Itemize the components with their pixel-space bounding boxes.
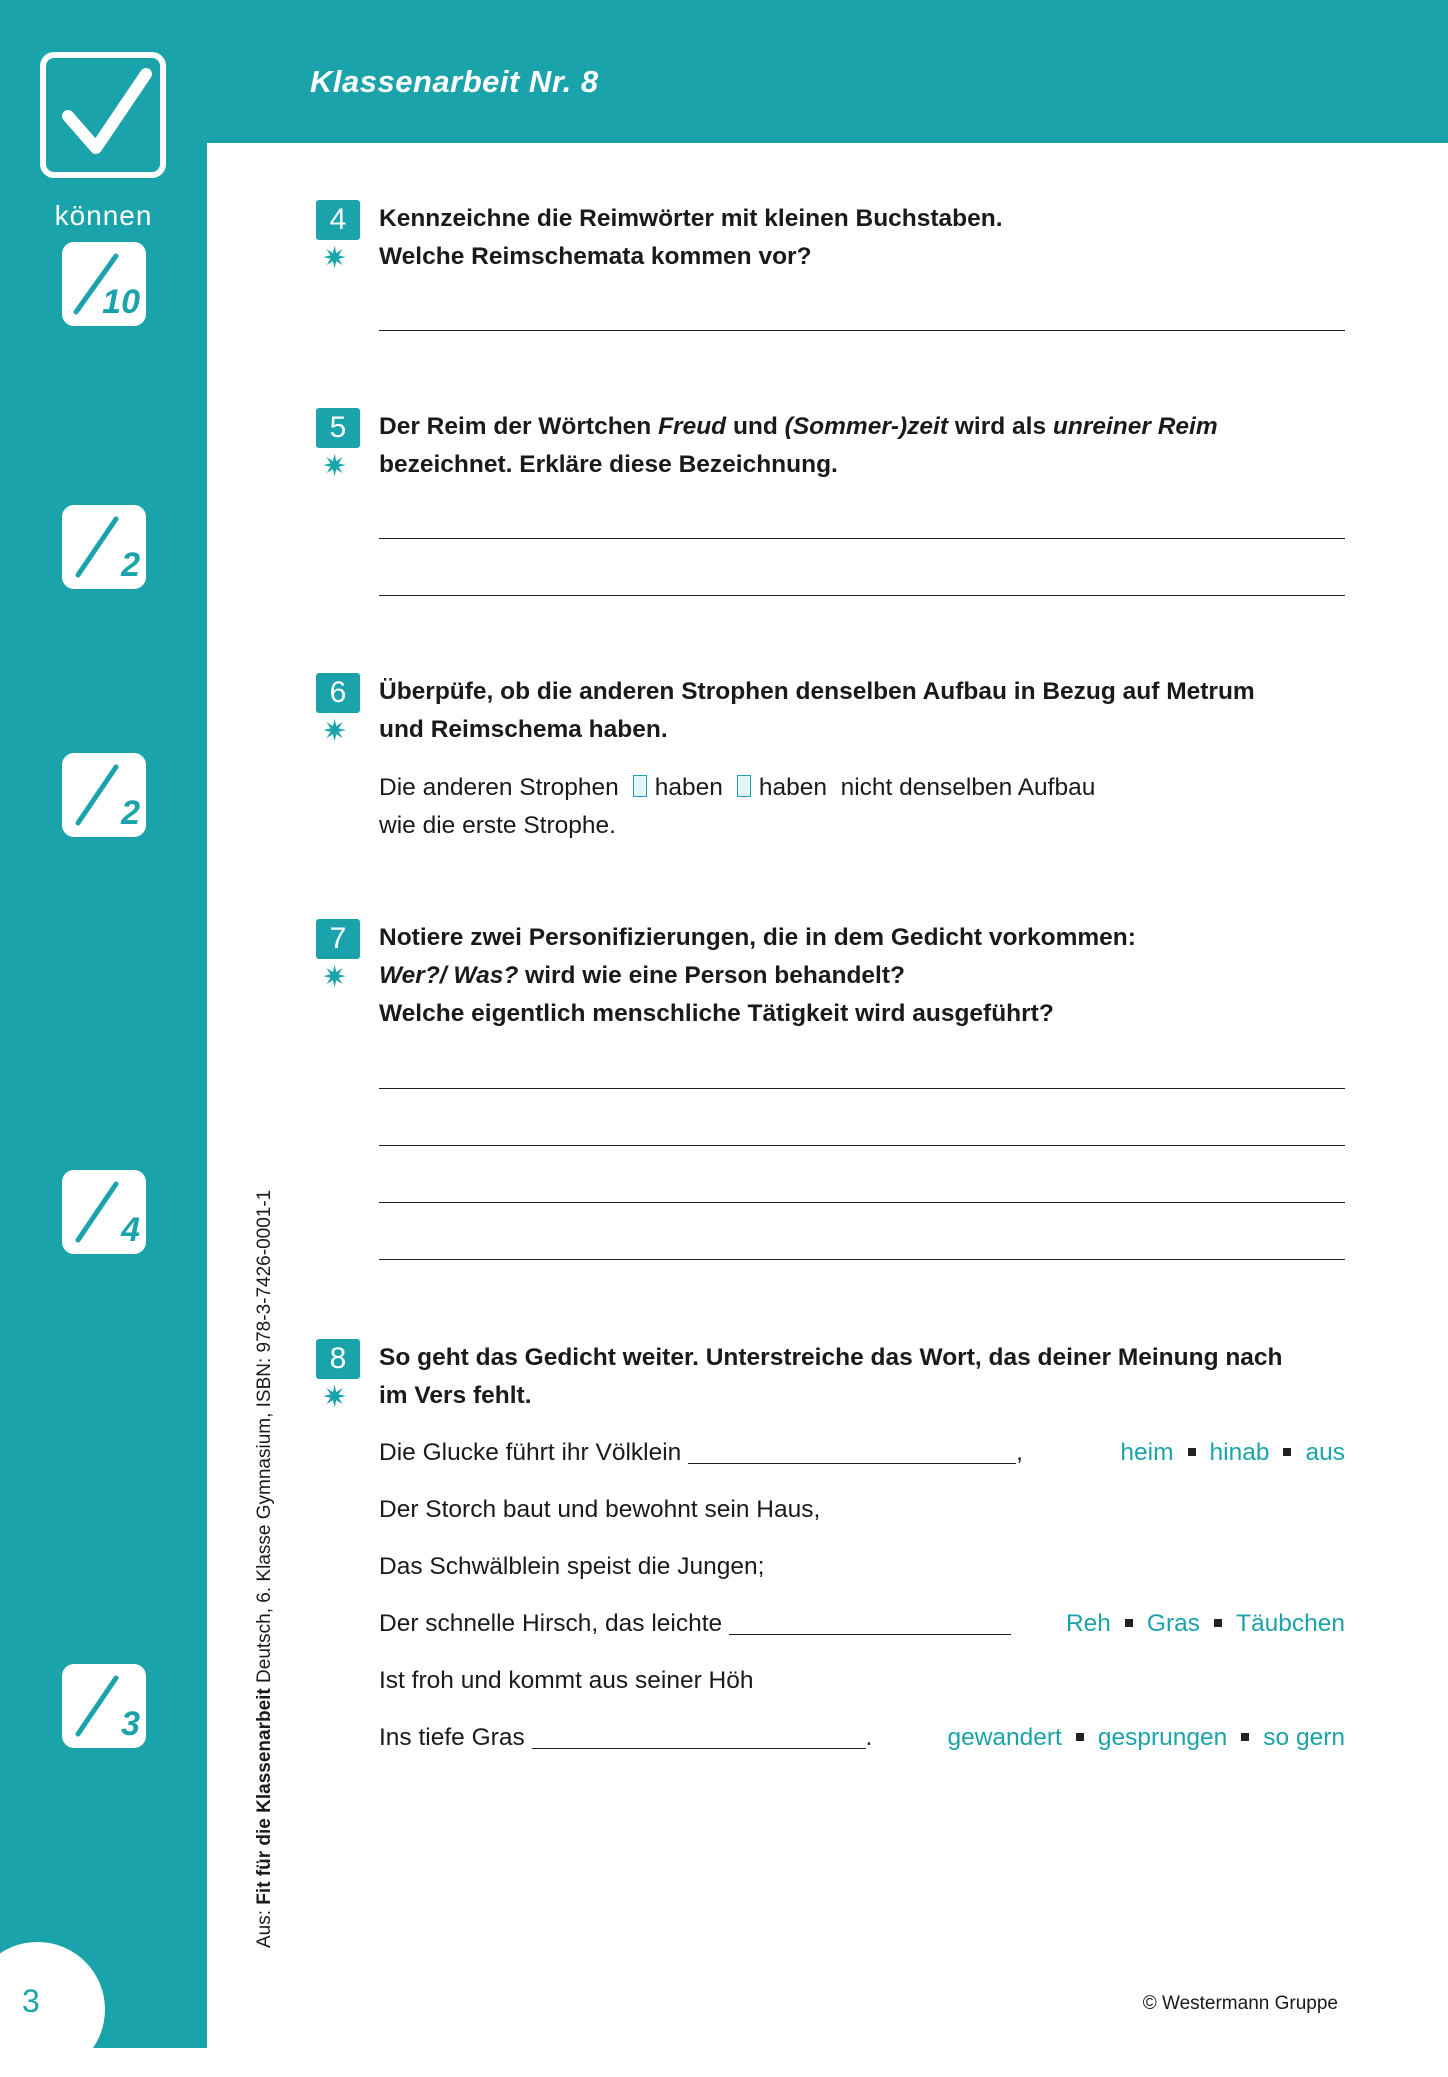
question-text: wird als [948, 413, 1053, 440]
answer-line[interactable] [379, 1145, 1345, 1146]
option-word[interactable]: Reh [1065, 1610, 1111, 1637]
score-points: 2 [121, 546, 140, 584]
option-word[interactable]: heim [1120, 1439, 1174, 1466]
score-box-3 [62, 1664, 146, 1748]
question-italic: unreiner Reim [1052, 413, 1218, 440]
verse-line: Der Storch baut und bewohnt sein Haus, [379, 1496, 821, 1523]
verse-punctuation: . [865, 1724, 873, 1751]
credit-title: Fit für die Klassenarbeit [254, 1688, 275, 1905]
question-line: bezeichnet. Erkläre diese Bezeichnung. [379, 451, 838, 478]
question-line: Welche Reimschemata kommen vor? [379, 243, 812, 270]
question-line: So geht das Gedicht weiter. Unterstreiche das Wort, das deiner Meinung nach [379, 1344, 1283, 1371]
option-word[interactable]: gewandert [947, 1724, 1062, 1751]
header-bar [0, 0, 1448, 143]
verse-text: Der schnelle Hirsch, das leichte [379, 1610, 723, 1637]
task-number: 8 [316, 1339, 360, 1379]
score-points: 4 [121, 1211, 140, 1249]
verse-text: Ins tiefe Gras [379, 1724, 525, 1751]
option-haben: haben [654, 774, 723, 801]
question-line: Welche eigentlich menschliche Tätigkeit wird ausgeführt? [379, 1000, 1054, 1027]
answer-line-1 [379, 769, 1095, 807]
question-line: und Reimschema haben. [379, 716, 668, 743]
credit-details: Deutsch, 6. Klasse Gymnasium, ISBN: 978-3-7426-0001-1 [254, 1189, 275, 1689]
answer-line[interactable] [379, 1202, 1345, 1203]
question-line: im Vers fehlt. [379, 1382, 532, 1409]
task-number: 7 [316, 919, 360, 959]
score-points: 10 [102, 283, 140, 321]
verse-line [379, 1434, 1023, 1472]
option-word[interactable]: Gras [1146, 1610, 1201, 1637]
task-number: 4 [316, 200, 360, 240]
score-box-4 [62, 1170, 146, 1254]
checkmark-icon [40, 52, 166, 178]
answer-line[interactable] [379, 1259, 1345, 1260]
sidebar [0, 0, 207, 2048]
option-word[interactable]: Täubchen [1236, 1610, 1345, 1637]
task-question [379, 408, 1379, 484]
task-number: 5 [316, 408, 360, 448]
word-options [1066, 1605, 1345, 1643]
koennen-label: können [54, 200, 153, 231]
question-line [379, 408, 1379, 446]
word-options [1120, 1434, 1345, 1472]
blank-field[interactable] [688, 1439, 1016, 1464]
task-question [379, 200, 1379, 276]
question-line: Überpüfe, ob die anderen Strophen denselben Aufbau in Bezug auf Metrum [379, 678, 1255, 705]
option-word[interactable]: gesprungen [1097, 1724, 1228, 1751]
question-italic: Wer?/ Was? [379, 962, 519, 989]
answer-line[interactable] [379, 330, 1345, 331]
answer-text: Die anderen Strophen [379, 774, 619, 801]
task-question [379, 1339, 1379, 1415]
page-title: Klassenarbeit Nr. 8 [310, 64, 599, 99]
credit-prefix: Aus: [254, 1904, 275, 1948]
page-number: 3 [22, 1983, 40, 2019]
task-question [379, 919, 1379, 1033]
copyright: © Westermann Gruppe [1142, 1993, 1338, 2014]
question-italic: (Sommer-)zeit [784, 413, 949, 440]
option-word[interactable]: aus [1305, 1439, 1345, 1466]
verse-punctuation: , [1016, 1439, 1023, 1466]
star-icon: ✷ [322, 961, 348, 994]
question-text: und [726, 413, 785, 440]
question-line [379, 957, 1379, 995]
task-question [379, 673, 1379, 749]
star-icon: ✷ [322, 242, 348, 275]
task-number: 6 [316, 673, 360, 713]
verse-line [379, 1605, 1011, 1643]
answer-line[interactable] [379, 538, 1345, 539]
star-icon: ✷ [322, 715, 348, 748]
score-box-2 [62, 753, 146, 837]
score-box-10 [62, 242, 146, 326]
question-italic: Freud [658, 413, 727, 440]
word-options [947, 1719, 1345, 1757]
option-word[interactable]: so gern [1263, 1724, 1345, 1751]
blank-field[interactable] [532, 1724, 866, 1749]
question-text: Der Reim der Wörtchen [379, 413, 659, 440]
score-box-2 [62, 505, 146, 589]
question-text: wird wie eine Person behandelt? [518, 962, 905, 989]
question-line: Notiere zwei Personifizierungen, die in dem Gedicht vorkommen: [379, 924, 1136, 951]
answer-sentence [379, 769, 1095, 845]
checkbox-nicht-haben[interactable] [737, 775, 751, 797]
option-word[interactable]: hinab [1209, 1439, 1270, 1466]
answer-line[interactable] [379, 595, 1345, 596]
checkbox-haben[interactable] [633, 775, 647, 797]
verse-line [379, 1719, 872, 1757]
book-credit [254, 1190, 276, 1948]
answer-line[interactable] [379, 1088, 1345, 1089]
star-icon: ✷ [322, 450, 348, 483]
option-nicht-haben: haben nicht denselben Aufbau [758, 774, 1096, 801]
star-icon: ✷ [322, 1381, 348, 1414]
score-points: 3 [121, 1705, 140, 1743]
verse-line: Das Schwälblein speist die Jungen; [379, 1553, 765, 1580]
blank-field[interactable] [729, 1610, 1011, 1635]
answer-text: wie die erste Strophe. [379, 812, 616, 839]
score-points: 2 [121, 794, 140, 832]
verse-text: Die Glucke führt ihr Völklein [379, 1439, 682, 1466]
verse-line: Ist froh und kommt aus seiner Höh [379, 1667, 754, 1694]
question-line: Kennzeichne die Reimwörter mit kleinen Buchstaben. [379, 205, 1003, 232]
